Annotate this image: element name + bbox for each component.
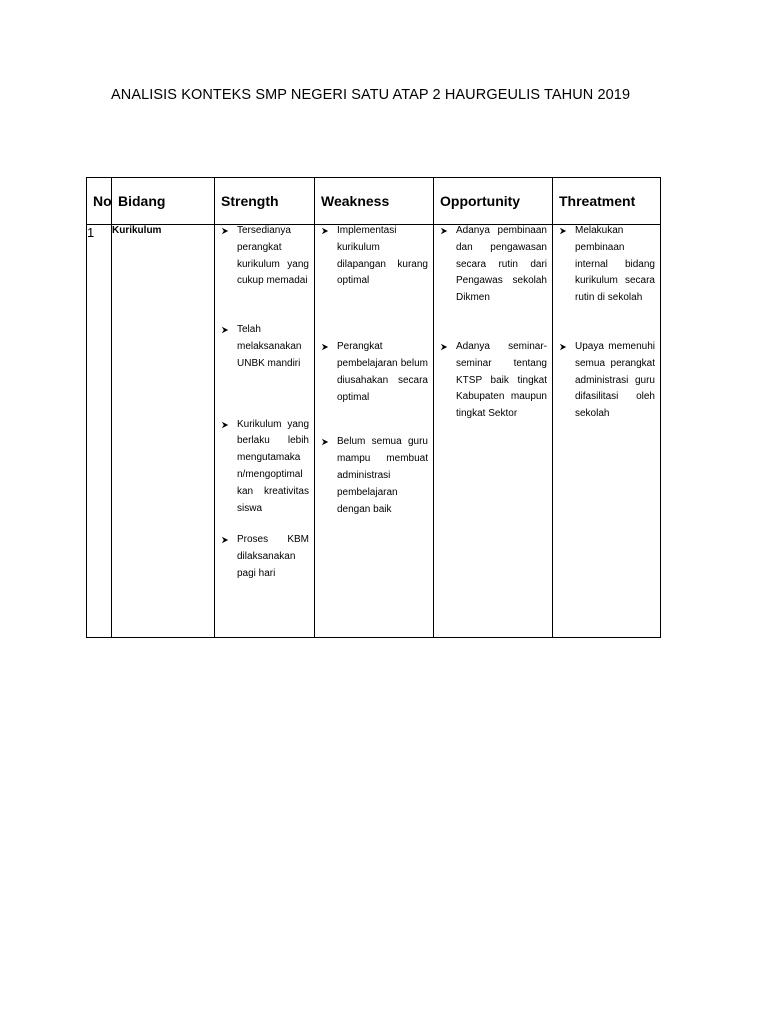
threatment-item-text: Melakukan pembinaan internal bidang kurikulum secara rutin di sekolah: [575, 225, 655, 304]
threatment-item: [553, 339, 660, 423]
weakness-item: [315, 223, 433, 290]
threatment-item: [553, 223, 660, 307]
weakness-item-text: Perangkat pembelajaran belum diusahakan secara optimal: [337, 341, 428, 403]
weakness-item-text: Belum semua guru mampu membuat administrasi pembelajaran dengan baik: [337, 436, 428, 515]
arrowhead-bullet-icon: [559, 343, 567, 351]
arrowhead-bullet-icon: [440, 227, 448, 235]
opportunity-item: [434, 223, 552, 307]
weakness-item-text: Implementasi kurikulum dilapangan kurang optimal: [337, 225, 428, 287]
header-strength: Strength: [215, 178, 315, 225]
strength-item: [215, 532, 314, 582]
strength-item-text: Telah melaksanakan UNBK mandiri: [237, 324, 302, 369]
arrowhead-bullet-icon: [321, 438, 329, 446]
table-row: [87, 225, 661, 638]
cell-weakness: [315, 225, 434, 638]
strength-item-text: Tersedianya perangkat kurikulum yang cukup memadai: [237, 225, 309, 287]
document-title: ANALISIS KONTEKS SMP NEGERI SATU ATAP 2 HAURGEULIS TAHUN 2019: [111, 87, 631, 103]
arrowhead-bullet-icon: [221, 536, 229, 544]
arrowhead-bullet-icon: [440, 343, 448, 351]
strength-item: [215, 223, 314, 290]
swot-analysis-table: [86, 177, 661, 638]
cell-no: 1: [87, 225, 112, 638]
opportunity-item-text: Adanya pembinaan dan pengawasan secara rutin dari Pengawas sekolah Dikmen: [456, 225, 547, 304]
cell-threatment: [553, 225, 661, 638]
strength-item: [215, 417, 314, 518]
arrowhead-bullet-icon: [221, 227, 229, 235]
threatment-item-text: Upaya memenuhi semua perangkat administrasi guru difasilitasi oleh sekolah: [575, 340, 655, 420]
cell-opportunity: [434, 225, 553, 638]
arrowhead-bullet-icon: [221, 421, 229, 429]
header-weakness: Weakness: [315, 178, 434, 225]
header-bidang: Bidang: [112, 178, 215, 225]
arrowhead-bullet-icon: [321, 227, 329, 235]
opportunity-item-text: Adanya seminar-seminar tentang KTSP baik tingkat Kabupaten maupun tingkat Sektor: [456, 340, 547, 420]
arrowhead-bullet-icon: [559, 227, 567, 235]
strength-item-text: Kurikulum yang berlaku lebih mengutamaka n/mengoptimal kan kreativitas siswa: [237, 418, 309, 514]
arrowhead-bullet-icon: [221, 326, 229, 334]
table-header-row: [87, 178, 661, 225]
arrowhead-bullet-icon: [321, 343, 329, 351]
weakness-item: [315, 339, 433, 406]
header-no: No: [87, 178, 112, 225]
strength-item: [215, 322, 314, 372]
cell-bidang: Kurikulum: [112, 225, 215, 638]
weakness-item: [315, 434, 433, 518]
cell-strength: [215, 225, 315, 638]
strength-item-text: Proses KBM dilaksanakan pagi hari: [237, 534, 309, 579]
header-threatment: Threatment: [553, 178, 661, 225]
opportunity-item: [434, 339, 552, 423]
header-opportunity: Opportunity: [434, 178, 553, 225]
